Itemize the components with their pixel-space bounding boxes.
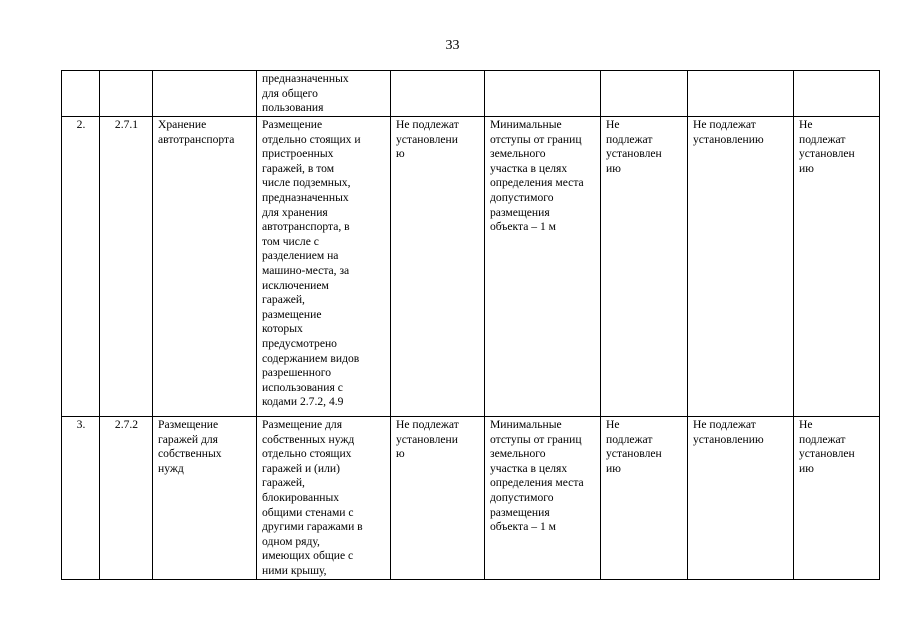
setback-cell: Минимальные отступы от границ земельного участка в целях определения места допустимого размещения объекта – 1 м (485, 417, 601, 580)
use-name-cell: Хранение автотранспорта (153, 117, 257, 417)
param-cell: Не подлежат установлен ию (794, 417, 880, 580)
setback-cell (485, 71, 601, 117)
row-number-cell (62, 71, 100, 117)
description-cell: предназначенных для общего пользования (257, 71, 391, 117)
description-cell: Размещение отдельно стоящих и пристроенных гаражей, в том числе подземных, предназначенных для хранения автотранспорта, в том числе с разделением на машино-места, за исключением гаражей, размещение которых предусмотрено содержанием видов разрешенного использования с кодами 2.7.2, 4.9 (257, 117, 391, 417)
param-cell: Не подлежат установлению (688, 417, 794, 580)
param-cell: Не подлежат установлени ю (391, 417, 485, 580)
param-cell: Не подлежат установлени ю (391, 117, 485, 417)
param-cell (794, 71, 880, 117)
param-cell (688, 71, 794, 117)
table-row (62, 417, 880, 580)
description-cell: Размещение для собственных нужд отдельно стоящих гаражей и (или) гаражей, блокированных общими стенами с другими гаражами в одном ряду, имеющих общие с ними крышу, (257, 417, 391, 580)
table-row (62, 71, 880, 117)
code-cell (100, 71, 153, 117)
zoning-regulations-table (61, 70, 880, 580)
row-number-cell: 3. (62, 417, 100, 580)
page-number: 33 (445, 38, 460, 53)
use-name-cell: Размещение гаражей для собственных нужд (153, 417, 257, 580)
param-cell (601, 71, 688, 117)
param-cell (391, 71, 485, 117)
row-number-cell: 2. (62, 117, 100, 417)
param-cell: Не подлежат установлен ию (794, 117, 880, 417)
use-name-cell (153, 71, 257, 117)
param-cell: Не подлежат установлен ию (601, 117, 688, 417)
setback-cell: Минимальные отступы от границ земельного участка в целях определения места допустимого размещения объекта – 1 м (485, 117, 601, 417)
param-cell: Не подлежат установлен ию (601, 417, 688, 580)
code-cell: 2.7.1 (100, 117, 153, 417)
table-row (62, 117, 880, 417)
param-cell: Не подлежат установлению (688, 117, 794, 417)
code-cell: 2.7.2 (100, 417, 153, 580)
